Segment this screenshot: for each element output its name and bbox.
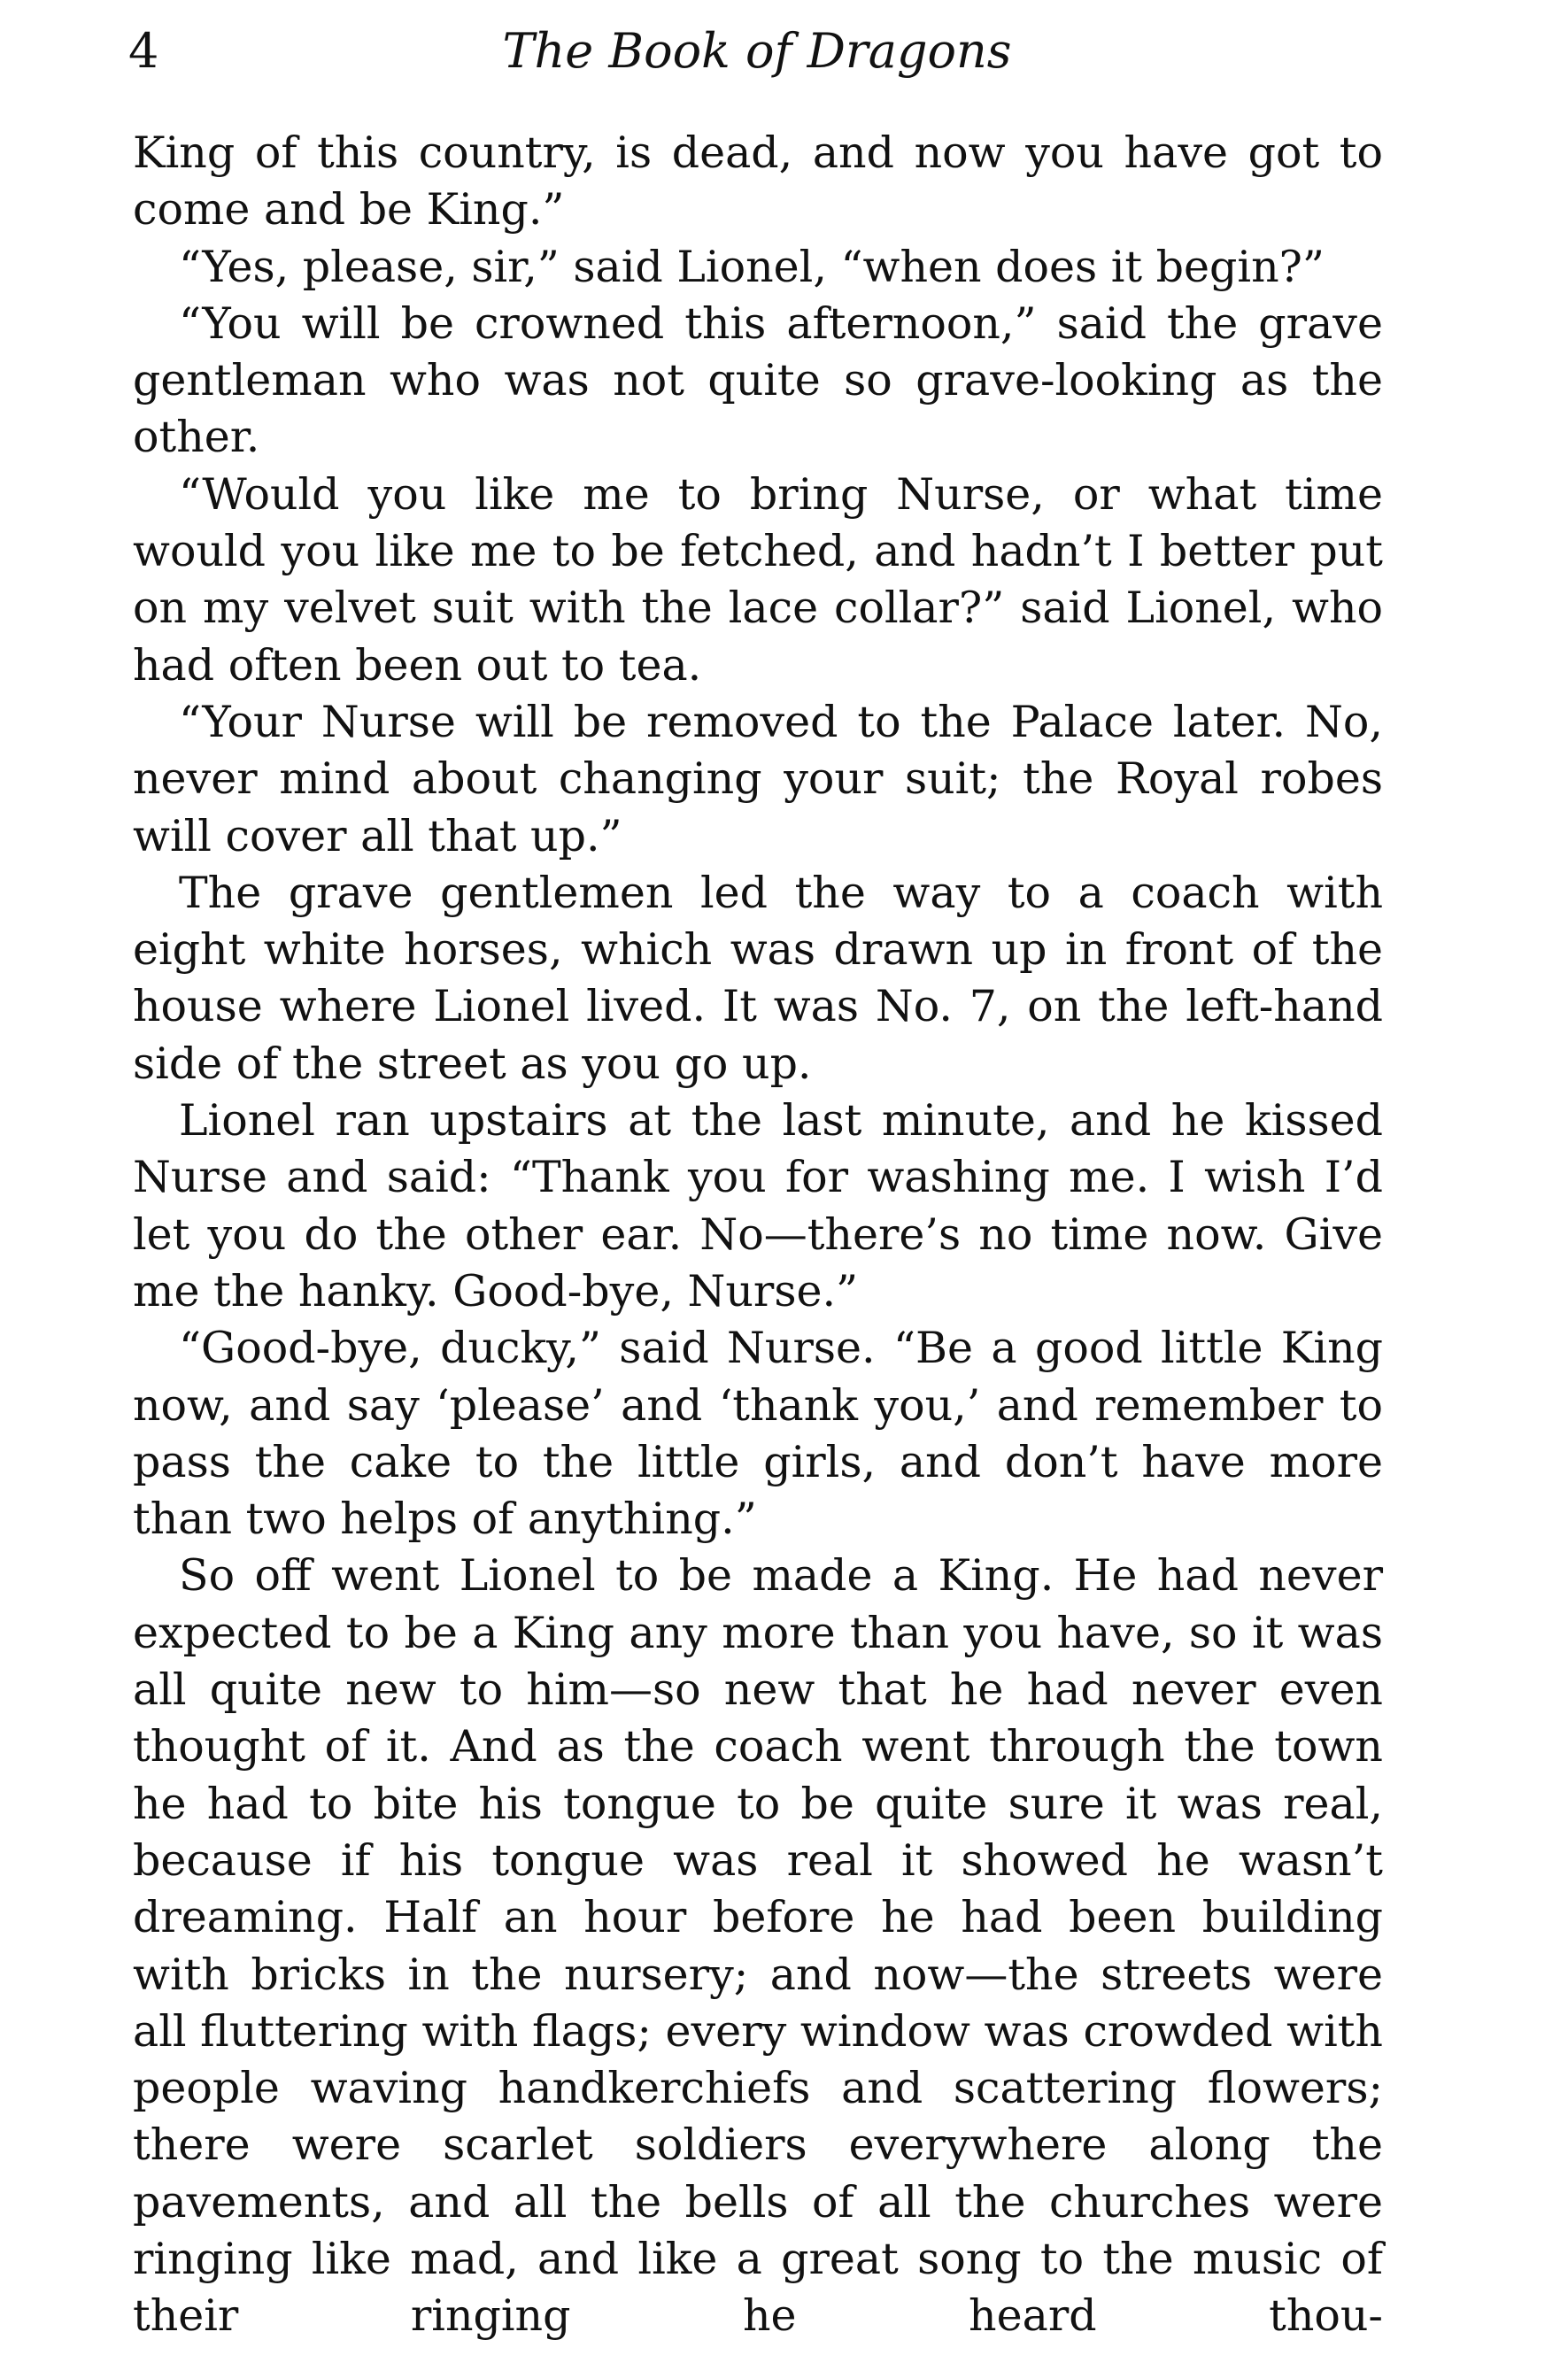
paragraph: The grave gentlemen led the way to a coach with eight white horses, which was drawn up in front of the house where Lionel lived. It was No. 7, on the left-hand side of the street as you go up. <box>133 867 1383 1089</box>
paragraph: Lionel ran upstairs at the last minute, and he kissed Nurse and said: “Thank you for washing me. I wish I’d let you do the other ear. No—there’s no time now. Give me the hanky. Good-bye, Nurse.” <box>133 1095 1383 1316</box>
paragraph: King of this country, is dead, and now you have got to come and be King.” <box>133 127 1383 236</box>
paragraph: “Your Nurse will be removed to the Palace later. No, never mind about changing your suit; the Royal robes will cover all that up.” <box>133 696 1383 861</box>
page-number: 4 <box>128 23 159 79</box>
body-text <box>133 125 1383 2345</box>
paragraph: “Good-bye, ducky,” said Nurse. “Be a good little King now, and say ‘please’ and ‘thank you,’ and remember to pass the cake to the little girls, and don’t have more than two helps of anything.” <box>133 1323 1383 1545</box>
running-head <box>128 16 1386 87</box>
book-title: The Book of Dragons <box>502 23 1012 79</box>
paragraph: “Yes, please, sir,” said Lionel, “when does it begin?” <box>179 241 1325 292</box>
paragraph: “Would you like me to bring Nurse, or what time would you like me to be fetched, and hadn’t I better put on my velvet suit with the lace collar?” said Lionel, who had often been out to tea. <box>133 468 1383 691</box>
paragraph: So off went Lionel to be made a King. He had never expected to be a King any more than you have, so it was all quite new to him—so new that he had never even thought of it. And as the coach went through the town he had to bite his tongue to be quite sure it was real, because if his tongue was real it showed he wasn’t dreaming. Half an hour before he had been building with bricks in the nursery; and now—the streets were all fluttering with flags; every window was crowded with people waving handkerchiefs and scattering flowers; there were scarlet soldiers everywhere along the pavements, and all the bells of all the churches were ringing like mad, and like a great song to the music of their ringing he heard thou- <box>133 1550 1383 2342</box>
paragraph: “You will be crowned this afternoon,” said the grave gentleman who was not quite so grave-looking as the other. <box>133 297 1383 463</box>
